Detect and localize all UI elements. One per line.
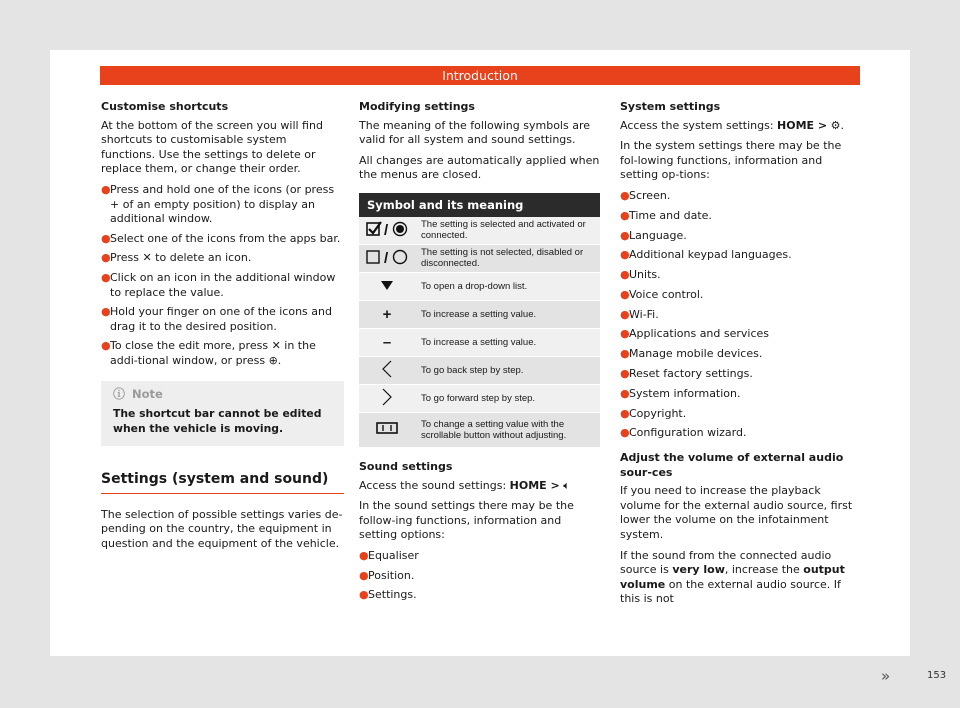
chevron-right-icon — [381, 388, 393, 406]
page-header: Introduction — [100, 66, 860, 85]
svg-text:/: / — [384, 221, 389, 238]
list-item: ● Position. — [359, 568, 415, 582]
list-item: ● Screen. — [620, 188, 671, 202]
list-item: ● Voice control. — [620, 287, 704, 301]
list-item: ● Press ✕ to delete an icon. — [101, 251, 252, 265]
paragraph: In the system settings there may be the fol-lowing functions, information and setting op-tions: — [620, 139, 842, 182]
page — [50, 50, 947, 685]
checkbox-checked-radio-selected-icon — [365, 220, 409, 238]
list-item: ● Hold your finger on one of the icons and drag it to the desired position. — [101, 305, 332, 333]
close-icon: ✕ — [271, 339, 281, 353]
info-icon: ⓘ — [113, 386, 126, 401]
chevron-left-icon — [381, 360, 393, 378]
paragraph: The meaning of the following symbols are valid for all system and sound settings. — [359, 118, 590, 147]
continue-marker: » — [881, 667, 891, 685]
list-item: ● Select one of the icons from the apps bar. — [101, 231, 341, 245]
table-row: To open a drop-down list. — [359, 272, 600, 300]
list-item: ● Configuration wizard. — [620, 426, 747, 440]
list-item: ● Press and hold one of the icons (or press + of an empty position) to display an additional window. — [101, 182, 335, 226]
close-icon: ✕ — [142, 251, 152, 265]
svg-text:/: / — [384, 249, 389, 266]
list-item: ● Manage mobile devices. — [620, 347, 763, 361]
heading-system-settings: System settings — [620, 100, 721, 113]
paragraph: In the sound settings there may be the follow-ing functions, information and setting options: — [359, 499, 574, 542]
page-number: 153 — [927, 670, 947, 681]
dropdown-triangle-icon — [380, 279, 394, 291]
paragraph: If you need to increase the playback volume for the external audio source, first lower the volume on the infotainment system. — [620, 484, 853, 541]
note-title: Note — [132, 386, 163, 401]
paragraph: At the bottom of the screen you will find shortcuts to customisable system functions. Use the settings to delete or replace them, or change their order. — [101, 118, 323, 176]
heading-modifying-settings: Modifying settings — [359, 100, 475, 113]
plus-icon: + — [359, 300, 415, 328]
section-title: Settings (system and sound) — [101, 472, 344, 494]
table-row: / The setting is not selected, disabled or disconnected. — [359, 244, 600, 272]
table-row: / The setting is selected and activated or connected. — [359, 217, 600, 245]
heading-sound-settings: Sound settings — [359, 459, 453, 473]
column-modifying-settings — [359, 100, 600, 608]
paragraph: If the sound from the connected audio source is very low, increase the output volume on the external audio source. If this is not — [620, 548, 845, 606]
table-header: Symbol and its meaning — [359, 193, 600, 217]
checkbox-unchecked-radio-empty-icon — [365, 248, 409, 266]
paragraph: Access the system settings: HOME > ⚙. — [620, 118, 844, 132]
list-item: ● Applications and services — [620, 327, 770, 341]
paragraph: The selection of possible settings varies de-pending on the country, the equipment in question and the equipment of the vehicle. — [101, 507, 343, 550]
list-item: ● Settings. — [359, 588, 417, 602]
symbol-table — [359, 193, 600, 448]
list-item: ● Copyright. — [620, 406, 687, 420]
heading-customise-shortcuts: Customise shortcuts — [101, 100, 229, 113]
column-shortcuts — [101, 100, 344, 557]
sound-icon: 🔈︎ — [563, 478, 570, 492]
list-item: ● Units. — [620, 268, 661, 282]
minus-icon: – — [359, 328, 415, 356]
heading-external-audio: Adjust the volume of external audio sour-ces — [620, 450, 844, 479]
table-row: To go back step by step. — [359, 356, 600, 384]
column-system-settings — [620, 100, 860, 613]
gear-icon: ⚙ — [830, 118, 841, 132]
list-item: ● Additional keypad languages. — [620, 248, 792, 262]
list-item: ● Equaliser — [359, 548, 419, 562]
list-item: ● Language. — [620, 228, 687, 242]
table-row: To change a setting value with the scrollable button without adjusting. — [359, 412, 600, 447]
table-row: To go forward step by step. — [359, 384, 600, 412]
list-item: ● System information. — [620, 386, 741, 400]
list-item: ● Click on an icon in the additional window to replace the value. — [101, 270, 336, 299]
table-row: + To increase a setting value. — [359, 300, 600, 328]
table-row: – To increase a setting value. — [359, 328, 600, 356]
note-text: The shortcut bar cannot be edited when the vehicle is moving. — [113, 407, 322, 435]
scroll-button-icon — [376, 422, 398, 434]
list-item: ● Reset factory settings. — [620, 367, 753, 380]
list-item: ● To close the edit more, press ✕ in the addi-tional window, or press ⊕. — [101, 339, 316, 367]
paragraph: Access the sound settings: HOME > 🔈︎ — [359, 478, 570, 492]
paragraph: All changes are automatically applied when the menus are closed. — [359, 153, 600, 182]
list-item: ● Time and date. — [620, 208, 712, 222]
list-item: ● Wi-Fi. — [620, 307, 659, 321]
note-box — [101, 381, 344, 446]
apps-grid-icon: ⊕ — [268, 353, 278, 367]
